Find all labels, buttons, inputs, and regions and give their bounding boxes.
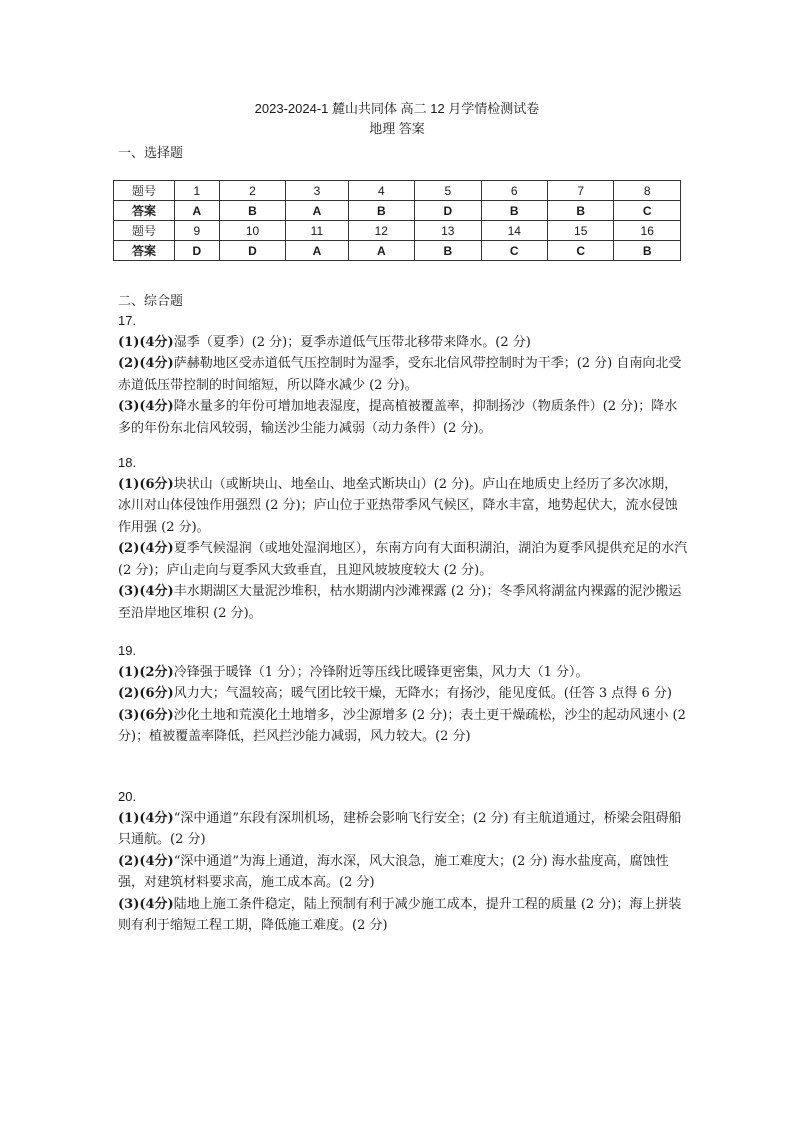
- answer-cell: D: [175, 241, 220, 261]
- question-number-cell: 1: [175, 181, 220, 201]
- answer-part: [118, 581, 688, 624]
- question-18: [118, 452, 688, 624]
- answer-part: [118, 396, 688, 439]
- part-tag: (3)(6分): [118, 707, 174, 723]
- part-text: 冷锋强于暖锋（1 分）；冷锋附近等压线比暖锋更密集，风力大（1 分）。: [173, 664, 589, 680]
- question-number-cell: 10: [219, 221, 285, 241]
- row-label-cell: 答案: [114, 201, 175, 221]
- answer-cell: B: [481, 201, 547, 221]
- answer-cell: A: [175, 201, 220, 221]
- part-tag: (2)(4分): [118, 356, 174, 371]
- answer-cell: D: [415, 201, 481, 221]
- answer-cell: D: [219, 241, 285, 261]
- answer-cell: B: [219, 201, 285, 221]
- page-subtitle: 地理 答案: [369, 121, 425, 136]
- answer-cell: B: [415, 241, 481, 261]
- question-number-cell: 7: [547, 181, 613, 201]
- part-text: 陆地上施工条件稳定，陆上预制有利于减少施工成本，提升工程的质量 (2 分)；海上拼装则有利于缩短工程工期，降低施工难度。(2 分): [118, 896, 682, 933]
- page-title: 2023-2024-1 麓山共同体 高二 12 月学情检测试卷: [254, 101, 540, 116]
- answer-part: [118, 538, 688, 581]
- part-text: “深中通道”为海上通道，海水深，风大浪急，施工难度大；(2 分) 海水盐度高，腐蚀性强，对建筑材料要求高，施工成本高。(2 分): [118, 853, 669, 890]
- part-tag: (2)(4分): [118, 853, 174, 869]
- question-number-cell: 2: [219, 181, 285, 201]
- answer-part: [118, 332, 688, 354]
- answer-table-row: [114, 221, 681, 241]
- part-tag: (3)(4分): [118, 399, 174, 414]
- answer-part: [118, 705, 688, 748]
- row-label-cell: 题号: [114, 221, 175, 241]
- question-number-cell: 6: [481, 181, 547, 201]
- section-heading-choice: 一、选择题: [118, 146, 184, 161]
- part-tag: (1)(6分): [118, 476, 174, 492]
- answer-table-row: [114, 241, 681, 261]
- answer-cell: C: [481, 241, 547, 261]
- question-number-cell: 13: [415, 221, 481, 241]
- part-text: 沙化土地和荒漠化土地增多，沙尘源增多 (2 分)；表土更干燥疏松，沙尘的起动风速小 (2 分)；植被覆盖率降低，拦风拦沙能力减弱，风力较大。(2 分): [118, 707, 686, 744]
- answer-part: [118, 851, 688, 894]
- question-20: [118, 786, 688, 937]
- part-text: “深中通道”东段有深圳机场，建桥会影响飞行安全；(2 分) 有主航道通过，桥梁会阻碍船只通航。(2 分): [118, 810, 682, 847]
- part-text: 丰水期湖区大量泥沙堆积，枯水期湖内沙滩裸露 (2 分)；冬季风将湖盆内裸露的泥沙搬运至沿岸地区堆积 (2 分)。: [118, 584, 682, 621]
- part-tag: (3)(4分): [118, 584, 174, 599]
- answer-cell: C: [614, 201, 681, 221]
- answer-part: [118, 662, 688, 684]
- question-number-cell: 3: [286, 181, 348, 201]
- answer-table: [113, 180, 681, 261]
- question-number-cell: 8: [614, 181, 681, 201]
- part-text: 萨赫勒地区受赤道低气压控制时为湿季，受东北信风带控制时为干季；(2 分) 自南向北受赤道低压带控制的时间缩短，所以降水减少 (2 分)。: [118, 356, 682, 393]
- row-label-cell: 题号: [114, 181, 175, 201]
- part-tag: (1)(2分): [118, 664, 174, 680]
- question-number-cell: 11: [286, 221, 348, 241]
- part-text: 降水量多的年份可增加地表湿度，提高植被覆盖率，抑制扬沙（物质条件）(2 分)；降水多的年份东北信风较弱，输送沙尘能力减弱（动力条件）(2 分)。: [118, 399, 678, 436]
- row-label-cell: 答案: [114, 241, 175, 261]
- part-tag: (1)(4分): [118, 334, 174, 350]
- answer-cell: C: [547, 241, 613, 261]
- answer-cell: A: [286, 241, 348, 261]
- part-text: 风力大；气温较高；暖气团比较干燥，无降水；有扬沙，能见度低。(任答 3 点得 6 分): [173, 686, 672, 701]
- answer-table-row: [114, 201, 681, 221]
- question-number: 18.: [118, 455, 137, 470]
- question-number: 19.: [118, 643, 137, 658]
- question-17: [118, 310, 688, 439]
- question-19: [118, 640, 688, 748]
- answer-part: [118, 683, 688, 705]
- part-text: 湿季（夏季）(2 分)；夏季赤道低气压带北移带来降水。(2 分): [173, 334, 531, 350]
- part-text: 块状山（或断块山、地垒山、地垒式断块山）(2 分)。庐山在地质史上经历了多次冰期，冰川对山体侵蚀作用强烈 (2 分)；庐山位于亚热带季风气候区，降水丰富，地势起伏大，流水侵蚀作用强 (2 分)。: [118, 476, 678, 535]
- answer-part: [118, 353, 688, 396]
- answer-cell: A: [348, 241, 414, 261]
- question-number-cell: 16: [614, 221, 681, 241]
- answer-part: [118, 474, 688, 539]
- section-heading-comprehensive: 二、综合题: [118, 294, 184, 309]
- part-text: 夏季气候湿润（或地处湿润地区），东南方向有大面积湖泊，湖泊为夏季风提供充足的水汽 (2 分)；庐山走向与夏季风大致垂直，且迎风坡坡度较大 (2 分)。: [118, 541, 688, 578]
- question-number-cell: 5: [415, 181, 481, 201]
- question-number-cell: 14: [481, 221, 547, 241]
- answer-cell: B: [614, 241, 681, 261]
- answer-cell: A: [286, 201, 348, 221]
- answer-cell: B: [547, 201, 613, 221]
- part-tag: (2)(4分): [118, 541, 174, 556]
- answer-cell: B: [348, 201, 414, 221]
- question-number-cell: 4: [348, 181, 414, 201]
- question-number: 20.: [118, 789, 137, 804]
- question-number-cell: 9: [175, 221, 220, 241]
- answer-part: [118, 808, 688, 851]
- question-number-cell: 15: [547, 221, 613, 241]
- part-tag: (3)(4分): [118, 896, 174, 912]
- answer-table-row: [114, 181, 681, 201]
- part-tag: (1)(4分): [118, 810, 174, 826]
- part-tag: (2)(6分): [118, 686, 174, 701]
- answer-part: [118, 894, 688, 937]
- question-number: 17.: [118, 313, 137, 328]
- question-number-cell: 12: [348, 221, 414, 241]
